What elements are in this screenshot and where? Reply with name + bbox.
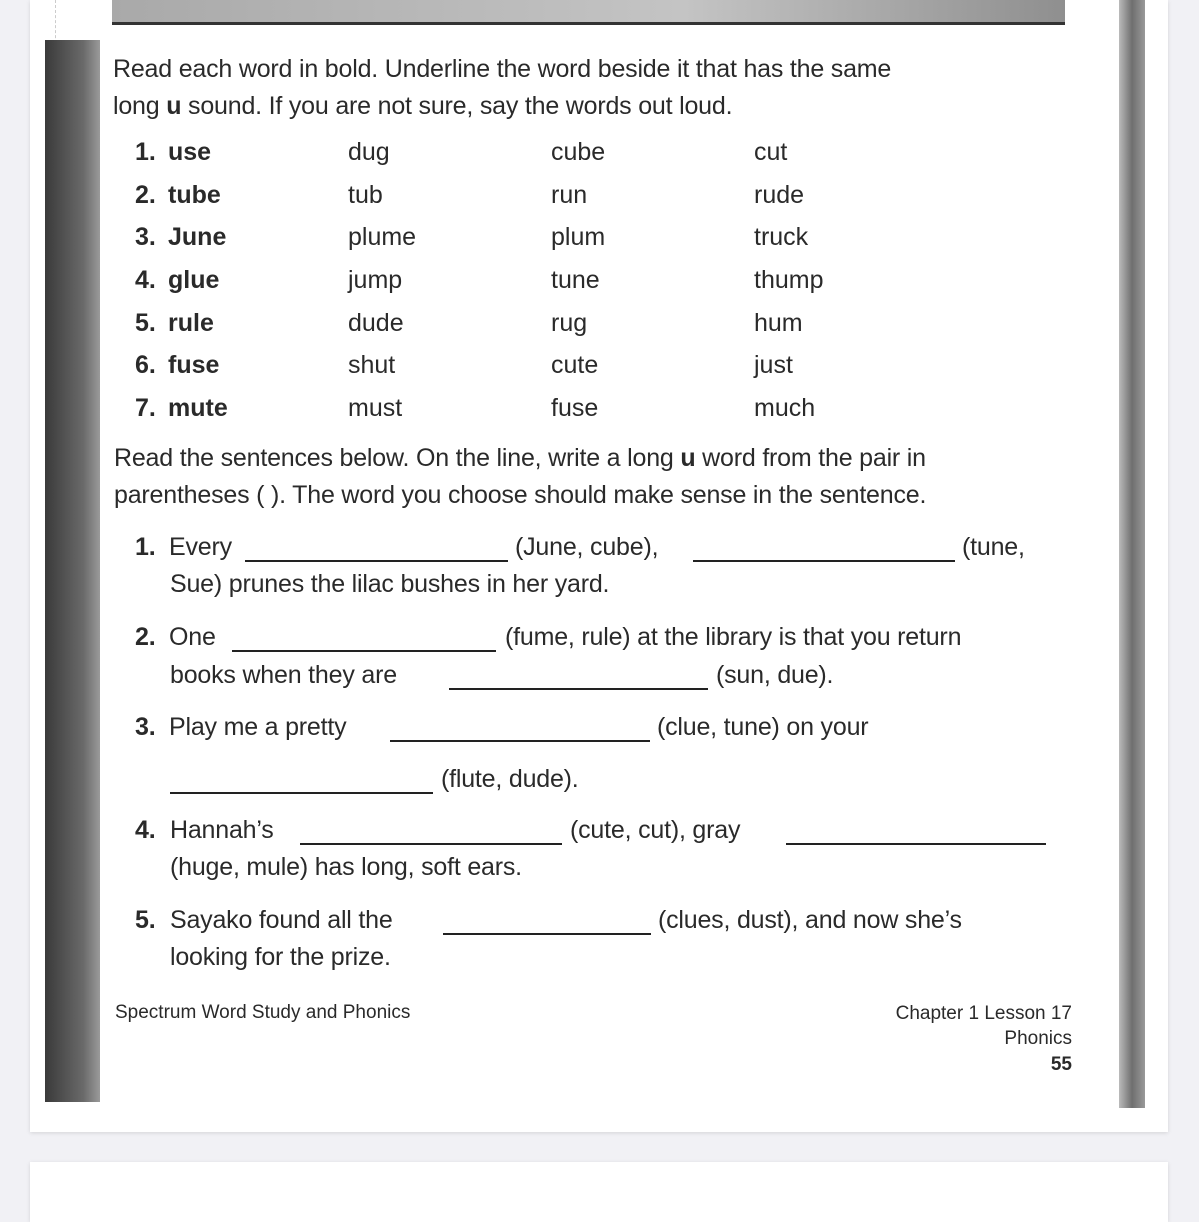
sentence-number: 5. <box>135 906 156 934</box>
choice-word[interactable]: dude <box>348 308 404 337</box>
choice-word[interactable]: rude <box>754 180 805 209</box>
choice-word[interactable]: dug <box>348 137 390 166</box>
scan-shadow-right <box>1119 0 1145 1108</box>
page-number: 55 <box>1050 1054 1072 1075</box>
next-page <box>30 1162 1168 1222</box>
sentence-text: Sue) prunes the lilac bushes in her yard. <box>170 570 610 598</box>
sentence-text: (cute, cut), gray <box>570 816 741 844</box>
choice-word[interactable]: cut <box>754 137 788 166</box>
sentence-text: looking for the prize. <box>170 943 391 971</box>
answer-blank[interactable] <box>232 650 496 652</box>
instructions-2-line2: parentheses ( ). The word you choose should make sense in the sentence. <box>114 481 927 509</box>
text: word from the pair in <box>695 444 926 472</box>
choice-word[interactable]: cube <box>551 137 606 166</box>
answer-blank[interactable] <box>443 933 651 935</box>
footer-book-title: Spectrum Word Study and Phonics <box>115 1002 411 1023</box>
instructions-1-line2 <box>113 91 732 121</box>
sentence-text: Sayako found all the <box>170 906 393 934</box>
sentence-number: 1. <box>135 533 156 561</box>
sentence-text: (fume, rule) at the library is that you return <box>505 623 962 651</box>
sentence-text: Every <box>169 533 232 561</box>
bold-u: u <box>166 92 182 120</box>
word-row <box>135 344 957 387</box>
word-row <box>135 216 957 259</box>
bold-word: fuse <box>168 351 220 380</box>
word-row <box>135 174 957 217</box>
word-row <box>135 302 957 345</box>
choice-word[interactable]: cute <box>551 351 599 380</box>
choice-word[interactable]: just <box>754 351 793 380</box>
instructions-2-line1 <box>114 443 926 473</box>
bold-word: glue <box>168 265 220 294</box>
bold-word: rule <box>168 308 214 337</box>
choice-word[interactable]: must <box>348 393 403 422</box>
sentence-text: books when they are <box>170 661 397 689</box>
text: Read the sentences below. On the line, write a long <box>114 444 681 472</box>
sentence-text: (June, cube), <box>515 533 659 561</box>
text: sound. If you are not sure, say the words out loud. <box>181 92 733 120</box>
choice-word[interactable]: jump <box>348 265 403 294</box>
answer-blank[interactable] <box>390 740 650 742</box>
sentence-text: One <box>169 623 216 651</box>
word-table <box>135 131 957 430</box>
item-number: 3. <box>135 223 156 252</box>
sentence-text: (sun, due). <box>716 661 834 689</box>
sentence-text: (huge, mule) has long, soft ears. <box>170 853 522 881</box>
sentence-number: 2. <box>135 623 156 651</box>
sentence-text: (flute, dude). <box>441 765 579 793</box>
answer-blank[interactable] <box>245 560 508 562</box>
answer-blank[interactable] <box>786 843 1046 845</box>
bold-word: June <box>168 223 227 252</box>
sentence-text: (clues, dust), and now she’s <box>658 906 962 934</box>
item-number: 1. <box>135 137 156 166</box>
choice-word[interactable]: fuse <box>551 393 599 422</box>
item-number: 7. <box>135 393 156 422</box>
sentence-number: 4. <box>135 816 156 844</box>
choice-word[interactable]: shut <box>348 351 396 380</box>
choice-word[interactable]: tune <box>551 265 600 294</box>
bold-word: mute <box>168 393 228 422</box>
choice-word[interactable]: truck <box>754 223 809 252</box>
item-number: 5. <box>135 308 156 337</box>
bold-word: tube <box>168 180 221 209</box>
choice-word[interactable]: plum <box>551 223 606 252</box>
word-row <box>135 131 957 174</box>
word-row <box>135 387 957 430</box>
sentence-text: (tune, <box>962 533 1025 561</box>
sentence-text: Hannah’s <box>170 816 274 844</box>
sentence-text: Play me a pretty <box>169 713 347 741</box>
footer-section: Phonics <box>1004 1028 1072 1049</box>
answer-blank[interactable] <box>693 560 955 562</box>
choice-word[interactable]: thump <box>754 265 824 294</box>
bold-u: u <box>680 444 696 472</box>
footer-chapter: Chapter 1 Lesson 17 <box>895 1003 1072 1024</box>
instructions-1-line1: Read each word in bold. Underline the word beside it that has the same <box>113 55 892 83</box>
choice-word[interactable]: rug <box>551 308 588 337</box>
answer-blank[interactable] <box>300 843 562 845</box>
word-row <box>135 259 957 302</box>
header-box <box>112 0 1065 25</box>
answer-blank[interactable] <box>449 688 708 690</box>
item-number: 6. <box>135 351 156 380</box>
scan-shadow-left <box>45 40 100 1102</box>
item-number: 4. <box>135 265 156 294</box>
item-number: 2. <box>135 180 156 209</box>
choice-word[interactable]: hum <box>754 308 803 337</box>
choice-word[interactable]: plume <box>348 223 417 252</box>
worksheet-page <box>30 0 1168 1132</box>
choice-word[interactable]: tub <box>348 180 383 209</box>
bold-word: use <box>168 137 212 166</box>
text: long <box>113 92 167 120</box>
sentence-text: (clue, tune) on your <box>657 713 869 741</box>
choice-word[interactable]: run <box>551 180 588 209</box>
sentence-number: 3. <box>135 713 156 741</box>
choice-word[interactable]: much <box>754 393 816 422</box>
answer-blank[interactable] <box>170 792 433 794</box>
